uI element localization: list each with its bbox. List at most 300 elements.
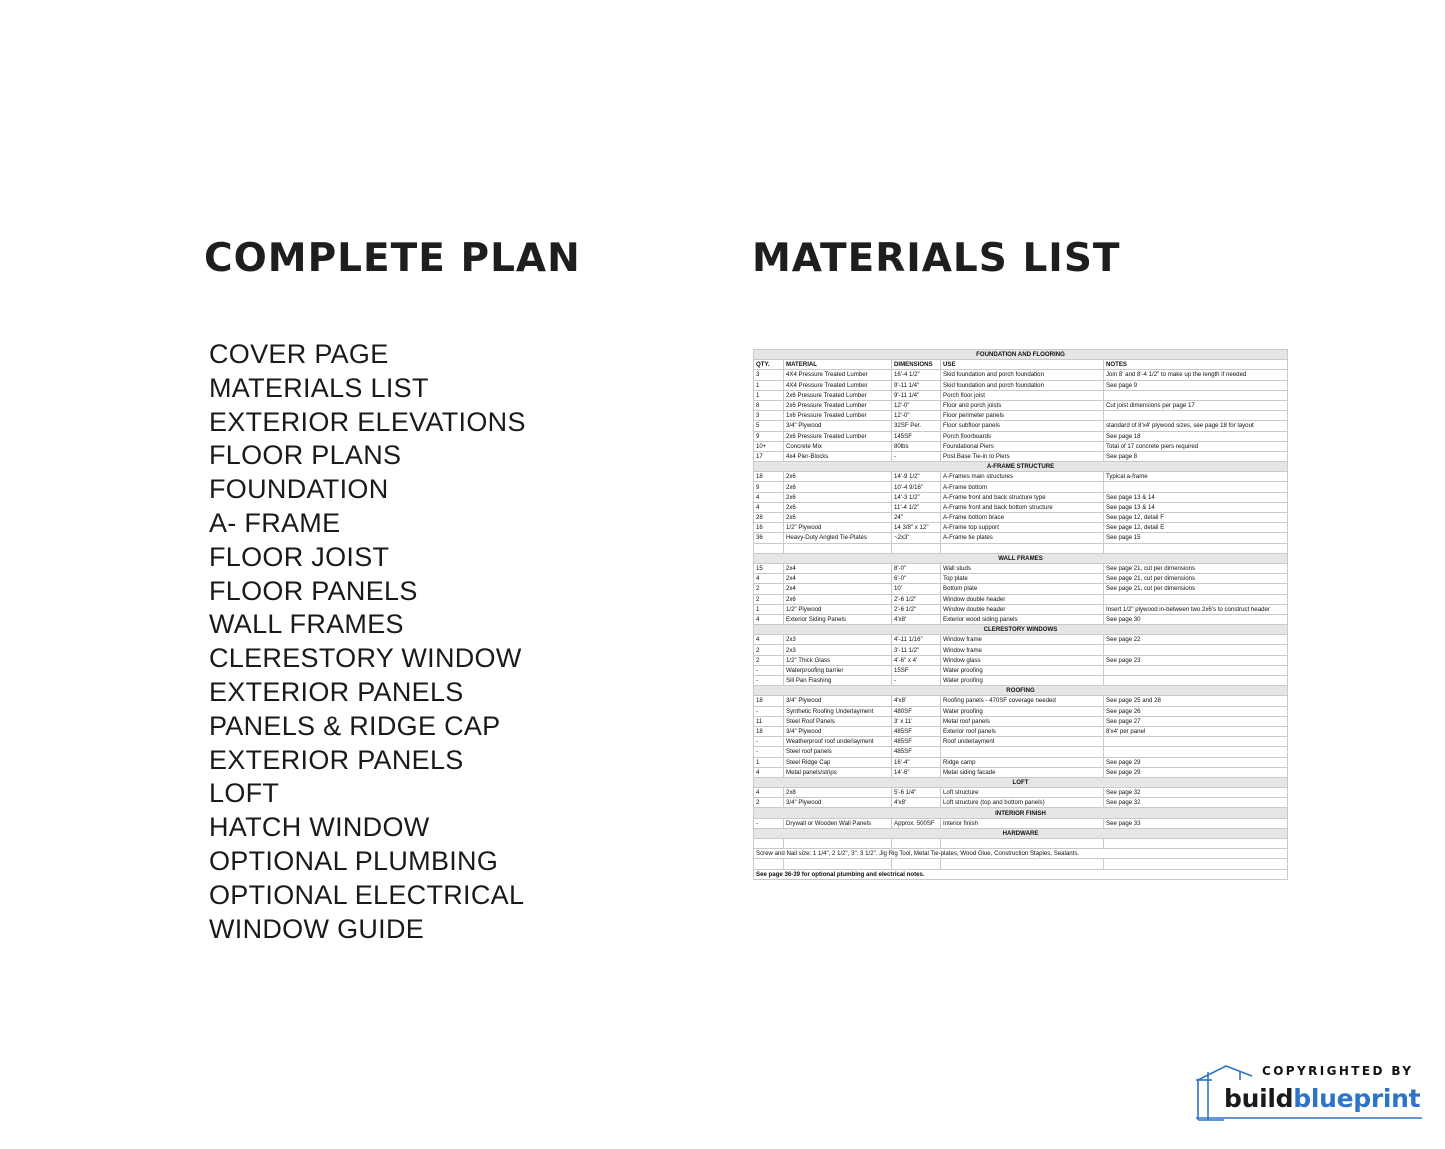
table-cell: - xyxy=(754,706,784,716)
table-row xyxy=(754,451,1288,461)
table-cell: Window double header xyxy=(941,604,1104,614)
table-cell: Exterior wood siding panels xyxy=(941,614,1104,624)
table-row xyxy=(754,502,1288,512)
table-cell: 4'x8' xyxy=(892,798,941,808)
table-cell: Typical a-frame xyxy=(1104,472,1288,482)
table-row xyxy=(754,411,1288,421)
table-cell: Floor perimeter panels xyxy=(941,411,1104,421)
table-cell: 80lbs xyxy=(892,441,941,451)
table-section-row xyxy=(754,350,1288,360)
table-cell: 36 xyxy=(754,533,784,543)
column-header: USE xyxy=(941,360,1104,370)
table-cell: 145SF xyxy=(892,431,941,441)
table-cell: Top plate xyxy=(941,574,1104,584)
table-row xyxy=(754,431,1288,441)
table-cell: 10'-4 9/16" xyxy=(892,482,941,492)
table-row xyxy=(754,563,1288,573)
table-cell: 2x6 xyxy=(784,472,892,482)
logo-wordmark xyxy=(1224,1084,1420,1113)
table-row xyxy=(754,737,1288,747)
table-row xyxy=(754,390,1288,400)
section-title: HARDWARE xyxy=(754,828,1288,838)
table-cell: 32SF Per. xyxy=(892,421,941,431)
table-cell: 2x6 Pressure Treated Lumber xyxy=(784,390,892,400)
table-cell: Synthetic Roofing Underlayment xyxy=(784,706,892,716)
table-cell: 4'x8' xyxy=(892,614,941,624)
table-row xyxy=(754,594,1288,604)
table-cell: Foundational Piers xyxy=(941,441,1104,451)
table-row xyxy=(754,421,1288,431)
table-cell: Approx. 500SF xyxy=(892,818,941,828)
table-cell: 2x4 xyxy=(784,563,892,573)
table-cell: 15SF xyxy=(892,665,941,675)
table-cell: See page 12, detail F xyxy=(1104,513,1288,523)
column-header: QTY. xyxy=(754,360,784,370)
table-cell: 485SF xyxy=(892,737,941,747)
table-cell xyxy=(1104,676,1288,686)
table-cell: See page 13 & 14 xyxy=(1104,492,1288,502)
table-section-row xyxy=(754,828,1288,838)
contents-item: FLOOR PANELS xyxy=(209,575,418,606)
table-row xyxy=(754,482,1288,492)
table-cell: A-Frame bottom brace xyxy=(941,513,1104,523)
table-cell: 9'-11 1/4" xyxy=(892,390,941,400)
table-header-row xyxy=(754,360,1288,370)
table-cell: Post Base Tie-in to Piers xyxy=(941,451,1104,461)
column-header: MATERIAL xyxy=(784,360,892,370)
table-cell: 4 xyxy=(754,502,784,512)
table-cell: 1 xyxy=(754,604,784,614)
table-row xyxy=(754,614,1288,624)
table-cell: Metal roof panels xyxy=(941,716,1104,726)
section-title: INTERIOR FINISH xyxy=(754,808,1288,818)
table-row xyxy=(754,370,1288,380)
table-section-row xyxy=(754,625,1288,635)
table-cell: See page 26 xyxy=(1104,706,1288,716)
table-row xyxy=(754,788,1288,798)
table-cell: A-Frame front and back structure type xyxy=(941,492,1104,502)
table-cell: Heavy-Duty Angled Tie-Plates xyxy=(784,533,892,543)
table-section-row xyxy=(754,808,1288,818)
empty-cell xyxy=(1104,839,1288,849)
contents-item: OPTIONAL ELECTRICAL xyxy=(209,879,525,910)
table-cell: ~2x3" xyxy=(892,533,941,543)
empty-cell xyxy=(941,839,1104,849)
contents-item: CLERESTORY WINDOW xyxy=(209,643,522,674)
table-section-row xyxy=(754,686,1288,696)
buildblueprint-logo xyxy=(1196,1062,1426,1124)
table-cell: 2x4 xyxy=(784,574,892,584)
table-cell: 9 xyxy=(754,431,784,441)
table-cell: 1/2" Plywood xyxy=(784,523,892,533)
table-cell: 9 xyxy=(754,482,784,492)
table-cell: Ridge camp xyxy=(941,757,1104,767)
table-row xyxy=(754,492,1288,502)
table-cell: 480SF xyxy=(892,706,941,716)
table-cell: Water proofing xyxy=(941,706,1104,716)
table-cell: 11 xyxy=(754,716,784,726)
table-cell: 3'-11 1/2" xyxy=(892,645,941,655)
contents-item: LOFT xyxy=(209,778,280,809)
table-cell: Steel roof panels xyxy=(784,747,892,757)
table-note: Screw and Nail size: 1 1/4", 2 1/2", 3". 3 1/2". Jig Rig Tool, Metal Tie-plates, Wood Glue, Construction Staples, Sealants. xyxy=(754,849,1288,859)
table-cell: Total of 17 concrete piers required xyxy=(1104,441,1288,451)
table-cell: See page 18 xyxy=(1104,431,1288,441)
contents-item: COVER PAGE xyxy=(209,339,389,369)
table-cell: 8'x4' per panel xyxy=(1104,726,1288,736)
table-cell: 1 xyxy=(754,380,784,390)
empty-cell xyxy=(754,859,784,869)
materials-table xyxy=(753,349,1288,880)
table-row xyxy=(754,584,1288,594)
table-cell: See page 9 xyxy=(1104,380,1288,390)
table-cell: 4 xyxy=(754,574,784,584)
table-cell: Roof underlayment xyxy=(941,737,1104,747)
table-cell: Roofing panels - 470SF coverage needed xyxy=(941,696,1104,706)
table-cell xyxy=(1104,594,1288,604)
table-cell: Window double header xyxy=(941,594,1104,604)
contents-item: A- FRAME xyxy=(209,507,341,538)
table-row xyxy=(754,747,1288,757)
table-cell: A-Frame front and back bottom structure xyxy=(941,502,1104,512)
table-row xyxy=(754,472,1288,482)
copyright-label: COPYRIGHTED BY xyxy=(1262,1064,1414,1078)
table-cell: 2 xyxy=(754,584,784,594)
table-cell: 14'-9 1/2" xyxy=(892,472,941,482)
table-cell: 5'-6 1/4" xyxy=(892,788,941,798)
empty-cell xyxy=(784,859,892,869)
table-cell: 4'-6" x 4' xyxy=(892,655,941,665)
table-cell: 3 xyxy=(754,411,784,421)
table-cell: 3/4" Plywood xyxy=(784,696,892,706)
table-cell: Floor and porch joists xyxy=(941,400,1104,410)
table-cell: See page 13 & 14 xyxy=(1104,502,1288,512)
complete-plan-heading: COMPLETE PLAN xyxy=(204,236,581,281)
contents-item: OPTIONAL PLUMBING xyxy=(209,845,499,876)
table-cell: 2x6 xyxy=(784,502,892,512)
table-cell: A-Frames main structures xyxy=(941,472,1104,482)
empty-cell xyxy=(784,543,892,553)
table-cell: A-Frame bottom xyxy=(941,482,1104,492)
table-cell: 16 xyxy=(754,523,784,533)
section-title: FOUNDATION AND FLOORING xyxy=(754,350,1288,360)
table-cell: See page 33 xyxy=(1104,818,1288,828)
contents-item: EXTERIOR PANELS xyxy=(209,676,464,707)
contents-item: EXTERIOR PANELS xyxy=(209,744,464,775)
table-cell: 9'-11 1/4" xyxy=(892,380,941,390)
table-cell: 10+ xyxy=(754,441,784,451)
table-cell xyxy=(1104,482,1288,492)
empty-cell xyxy=(784,839,892,849)
table-cell xyxy=(941,747,1104,757)
table-cell xyxy=(1104,411,1288,421)
table-cell: Concrete Mix xyxy=(784,441,892,451)
table-cell: 5 xyxy=(754,421,784,431)
logo-word-blueprint: blueprint xyxy=(1293,1084,1421,1113)
table-cell: Window frame xyxy=(941,635,1104,645)
table-section-row xyxy=(754,462,1288,472)
column-header: DIMENSIONS xyxy=(892,360,941,370)
materials-list-heading: MATERIALS LIST xyxy=(752,236,1121,281)
table-cell: - xyxy=(754,665,784,675)
table-cell: - xyxy=(754,676,784,686)
table-cell: See page 25 and 28 xyxy=(1104,696,1288,706)
contents-item: FLOOR JOIST xyxy=(209,541,390,572)
empty-cell xyxy=(754,543,784,553)
contents-item: FLOOR PLANS xyxy=(209,440,402,471)
table-cell: Waterproofing barrier xyxy=(784,665,892,675)
empty-cell xyxy=(754,839,784,849)
table-cell: Steel Roof Panels xyxy=(784,716,892,726)
table-row xyxy=(754,798,1288,808)
column-header: NOTES xyxy=(1104,360,1288,370)
table-spacer-row xyxy=(754,859,1288,869)
table-cell: 2x6 xyxy=(784,482,892,492)
table-row xyxy=(754,513,1288,523)
table-cell: Window glass xyxy=(941,655,1104,665)
table-cell: 2 xyxy=(754,594,784,604)
table-spacer-row xyxy=(754,543,1288,553)
table-cell: 1x6 Pressure Treated Lumber xyxy=(784,411,892,421)
table-cell: Steel Ridge Cap xyxy=(784,757,892,767)
section-title: LOFT xyxy=(754,777,1288,787)
empty-cell xyxy=(941,543,1104,553)
empty-cell xyxy=(892,543,941,553)
table-cell: 2x3 xyxy=(784,645,892,655)
table-cell: Floor subfloor panels xyxy=(941,421,1104,431)
section-title: CLERESTORY WINDOWS xyxy=(754,625,1288,635)
empty-cell xyxy=(941,859,1104,869)
contents-item: HATCH WINDOW xyxy=(209,812,430,843)
contents-item: MATERIALS LIST xyxy=(209,372,429,403)
table-cell: - xyxy=(892,676,941,686)
table-row xyxy=(754,767,1288,777)
table-cell: See page 21, cut per dimensions xyxy=(1104,584,1288,594)
table-spacer-row xyxy=(754,839,1288,849)
table-cell: See page 8 xyxy=(1104,451,1288,461)
table-cell: 2x4 xyxy=(784,584,892,594)
table-cell: Porch floorboards xyxy=(941,431,1104,441)
table-row xyxy=(754,645,1288,655)
table-row xyxy=(754,400,1288,410)
table-cell: 2x8 xyxy=(784,788,892,798)
table-cell: Bottom plate xyxy=(941,584,1104,594)
table-cell: 18 xyxy=(754,696,784,706)
table-row xyxy=(754,655,1288,665)
table-cell: 2'-6 1/2" xyxy=(892,594,941,604)
table-row xyxy=(754,716,1288,726)
table-cell: standard of 8'x4' plywood sizes, see page 18 for layout xyxy=(1104,421,1288,431)
table-cell: 14'-3 1/2" xyxy=(892,492,941,502)
table-cell: Cut joist dimensions per page 17 xyxy=(1104,400,1288,410)
table-cell: 4'-11 1/16" xyxy=(892,635,941,645)
table-cell: Water proofing xyxy=(941,665,1104,675)
table-cell: See page 29 xyxy=(1104,767,1288,777)
table-cell: Wall studs xyxy=(941,563,1104,573)
table-cell: 6'-0" xyxy=(892,574,941,584)
table-row xyxy=(754,706,1288,716)
table-cell: 4 xyxy=(754,788,784,798)
table-cell: See page 29 xyxy=(1104,757,1288,767)
table-cell xyxy=(1104,747,1288,757)
table-cell: Porch floor joist xyxy=(941,390,1104,400)
table-cell: Water proofing xyxy=(941,676,1104,686)
table-cell: 2x6 Pressure Treated Lumber xyxy=(784,400,892,410)
table-cell xyxy=(1104,737,1288,747)
table-cell: See page 21, cut per dimensions xyxy=(1104,574,1288,584)
table-cell: 2'-6 1/2" xyxy=(892,604,941,614)
table-cell: Interior finish xyxy=(941,818,1104,828)
table-cell: 3/4" Plywood xyxy=(784,798,892,808)
table-cell: 18 xyxy=(754,726,784,736)
table-cell xyxy=(1104,645,1288,655)
table-cell: 2x6 xyxy=(784,594,892,604)
contents-item: WALL FRAMES xyxy=(209,609,404,640)
table-cell: - xyxy=(892,451,941,461)
table-cell: 4X4 Pressure Treated Lumber xyxy=(784,370,892,380)
table-cell: 11'-4 1/2" xyxy=(892,502,941,512)
table-cell: 4 xyxy=(754,614,784,624)
table-cell: Insert 1/2" plywood in-between two 2x6's to construct header xyxy=(1104,604,1288,614)
table-cell: 16'-4 1/2" xyxy=(892,370,941,380)
table-cell: Drywall or Wooden Wall Panels xyxy=(784,818,892,828)
table-note: See page 36-39 for optional plumbing and electrical notes. xyxy=(754,869,1288,879)
table-section-row xyxy=(754,777,1288,787)
table-cell: 12'-0" xyxy=(892,411,941,421)
section-title: WALL FRAMES xyxy=(754,553,1288,563)
table-cell: See page 22 xyxy=(1104,635,1288,645)
table-cell: Exterior roof panels xyxy=(941,726,1104,736)
table-row xyxy=(754,523,1288,533)
table-cell: 15 xyxy=(754,563,784,573)
table-cell: 485SF xyxy=(892,747,941,757)
table-row xyxy=(754,757,1288,767)
table-cell: 2 xyxy=(754,655,784,665)
table-cell: 18 xyxy=(754,472,784,482)
empty-cell xyxy=(1104,859,1288,869)
table-cell: See page 21, cut per dimensions xyxy=(1104,563,1288,573)
table-row xyxy=(754,533,1288,543)
section-title: A-FRAME STRUCTURE xyxy=(754,462,1288,472)
table-cell: Skid foundation and porch foundation xyxy=(941,380,1104,390)
table-note-row xyxy=(754,849,1288,859)
table-cell: Join 8' and 8'-4 1/2" to make up the length if needed xyxy=(1104,370,1288,380)
contents-item: WINDOW GUIDE xyxy=(209,913,425,944)
table-cell: 4X4 Pressure Treated Lumber xyxy=(784,380,892,390)
table-cell: 3 xyxy=(754,370,784,380)
table-row xyxy=(754,665,1288,675)
table-cell: 1 xyxy=(754,757,784,767)
table-cell: See page 15 xyxy=(1104,533,1288,543)
logo-underline xyxy=(1196,1116,1426,1120)
plan-contents-list xyxy=(209,338,526,946)
table-cell: 28 xyxy=(754,513,784,523)
table-note-row xyxy=(754,869,1288,879)
table-cell: Loft structure (top and bottom panels) xyxy=(941,798,1104,808)
table-cell: - xyxy=(754,737,784,747)
table-cell: - xyxy=(754,747,784,757)
table-cell: 17 xyxy=(754,451,784,461)
table-cell: 4 xyxy=(754,635,784,645)
empty-cell xyxy=(892,839,941,849)
table-cell: Sill Pan Flashing xyxy=(784,676,892,686)
table-cell: See page 32 xyxy=(1104,788,1288,798)
table-cell: See page 23 xyxy=(1104,655,1288,665)
table-cell: 12'-0" xyxy=(892,400,941,410)
contents-item: FOUNDATION xyxy=(209,474,389,505)
table-cell: 4 xyxy=(754,492,784,502)
table-cell: 3/4" Plywood xyxy=(784,421,892,431)
contents-item: EXTERIOR ELEVATIONS xyxy=(209,406,526,437)
table-cell: 1/2" Plywood xyxy=(784,604,892,614)
table-cell: 10' xyxy=(892,584,941,594)
contents-item: PANELS & RIDGE CAP xyxy=(209,710,501,741)
table-cell: 4x4 Pier-Blocks xyxy=(784,451,892,461)
table-cell: Exterior Siding Panels xyxy=(784,614,892,624)
logo-word-build: build xyxy=(1224,1084,1294,1113)
table-cell: 8'-0" xyxy=(892,563,941,573)
table-row xyxy=(754,441,1288,451)
table-cell: 2 xyxy=(754,645,784,655)
table-cell: 2x6 Pressure Treated Lumber xyxy=(784,431,892,441)
table-cell: See page 32 xyxy=(1104,798,1288,808)
table-cell: 16'-4" xyxy=(892,757,941,767)
table-cell: 8 xyxy=(754,400,784,410)
table-cell: 14 3/8" x 12" xyxy=(892,523,941,533)
table-cell: 2x3 xyxy=(784,635,892,645)
table-row xyxy=(754,635,1288,645)
table-cell: 4'x8' xyxy=(892,696,941,706)
empty-cell xyxy=(892,859,941,869)
table-row xyxy=(754,726,1288,736)
table-row xyxy=(754,574,1288,584)
table-cell: Window frame xyxy=(941,645,1104,655)
table-section-row xyxy=(754,553,1288,563)
table-cell: 1 xyxy=(754,390,784,400)
table-cell: Loft structure xyxy=(941,788,1104,798)
table-cell xyxy=(1104,665,1288,675)
section-title: ROOFING xyxy=(754,686,1288,696)
table-cell: 3' x 11' xyxy=(892,716,941,726)
table-cell: Metal siding facade xyxy=(941,767,1104,777)
table-cell: Weatherproof roof underlayment xyxy=(784,737,892,747)
table-cell: 1/2" Thick Glass xyxy=(784,655,892,665)
table-cell: 14'-6" xyxy=(892,767,941,777)
table-cell xyxy=(1104,390,1288,400)
table-cell: 2x6 xyxy=(784,492,892,502)
table-cell: - xyxy=(754,818,784,828)
table-cell: 4 xyxy=(754,767,784,777)
table-cell: See page 27 xyxy=(1104,716,1288,726)
table-cell: See page 30 xyxy=(1104,614,1288,624)
table-cell: 2x6 xyxy=(784,513,892,523)
table-cell: A-Frame tie plates xyxy=(941,533,1104,543)
table-row xyxy=(754,380,1288,390)
table-cell: See page 12, detail E xyxy=(1104,523,1288,533)
table-cell: 24" xyxy=(892,513,941,523)
table-row xyxy=(754,818,1288,828)
empty-cell xyxy=(1104,543,1288,553)
table-cell: Metal panels/strips xyxy=(784,767,892,777)
table-row xyxy=(754,676,1288,686)
table-row xyxy=(754,696,1288,706)
table-cell: 3/4" Plywood xyxy=(784,726,892,736)
table-row xyxy=(754,604,1288,614)
table-cell: 485SF xyxy=(892,726,941,736)
table-cell: Skid foundation and porch foundation xyxy=(941,370,1104,380)
table-cell: 2 xyxy=(754,798,784,808)
table-cell: A-Frame top support xyxy=(941,523,1104,533)
